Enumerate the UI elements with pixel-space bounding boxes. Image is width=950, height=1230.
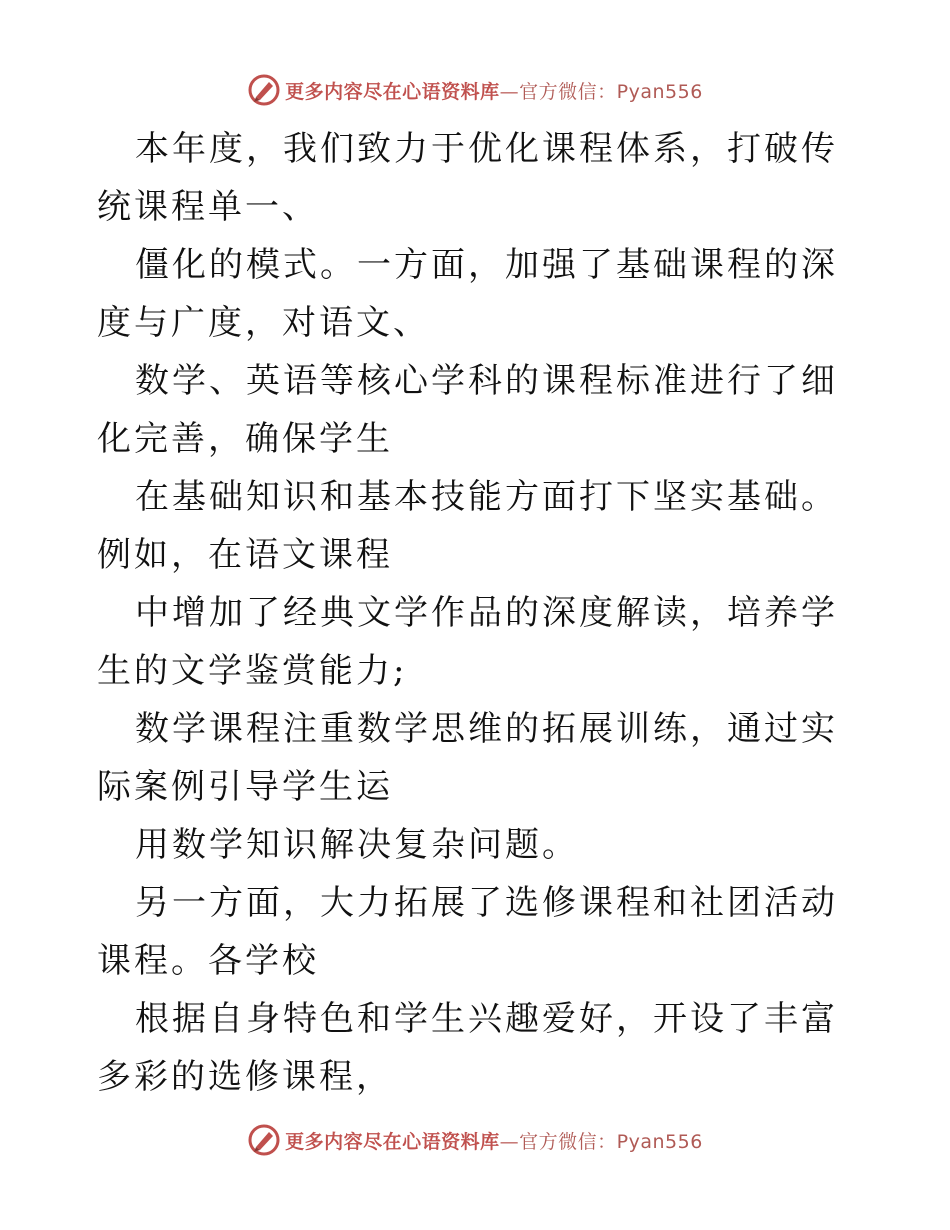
footer-watermark — [0, 1120, 950, 1160]
paragraph-2: 僵化的模式。一方面，加强了基础课程的深度与广度，对语文、 — [97, 245, 838, 343]
document-body — [97, 120, 857, 1106]
watermark-text — [285, 77, 703, 104]
paragraph-7: 用数学知识解决复杂问题。 — [135, 825, 579, 865]
watermark-dash: — — [499, 80, 520, 103]
paragraph-9: 根据自身特色和学生兴趣爱好，开设了丰富多彩的选修课程， — [97, 999, 838, 1097]
watermark-dash: — — [499, 1130, 520, 1153]
header-watermark — [0, 70, 950, 110]
watermark-brand: 更多内容尽在心语资料库 — [285, 80, 500, 103]
watermark-brand: 更多内容尽在心语资料库 — [285, 1130, 500, 1153]
paragraph-1: 本年度，我们致力于优化课程体系，打破传统课程单一、 — [97, 129, 838, 227]
paragraph-4: 在基础知识和基本技能方面打下坚实基础。例如，在语文课程 — [97, 477, 838, 575]
paragraph-5: 中增加了经典文学作品的深度解读，培养学生的文学鉴赏能力; — [97, 593, 838, 691]
watermark-text — [285, 1127, 703, 1154]
pen-logo-icon — [247, 1123, 281, 1157]
paragraph-6: 数学课程注重数学思维的拓展训练，通过实际案例引导学生运 — [97, 709, 838, 807]
pen-logo-icon — [247, 73, 281, 107]
watermark-contact: 官方微信：Pyan556 — [519, 80, 703, 103]
watermark-contact: 官方微信：Pyan556 — [519, 1130, 703, 1153]
paragraph-8: 另一方面，大力拓展了选修课程和社团活动课程。各学校 — [97, 883, 838, 981]
paragraph-3: 数学、英语等核心学科的课程标准进行了细化完善，确保学生 — [97, 361, 838, 459]
